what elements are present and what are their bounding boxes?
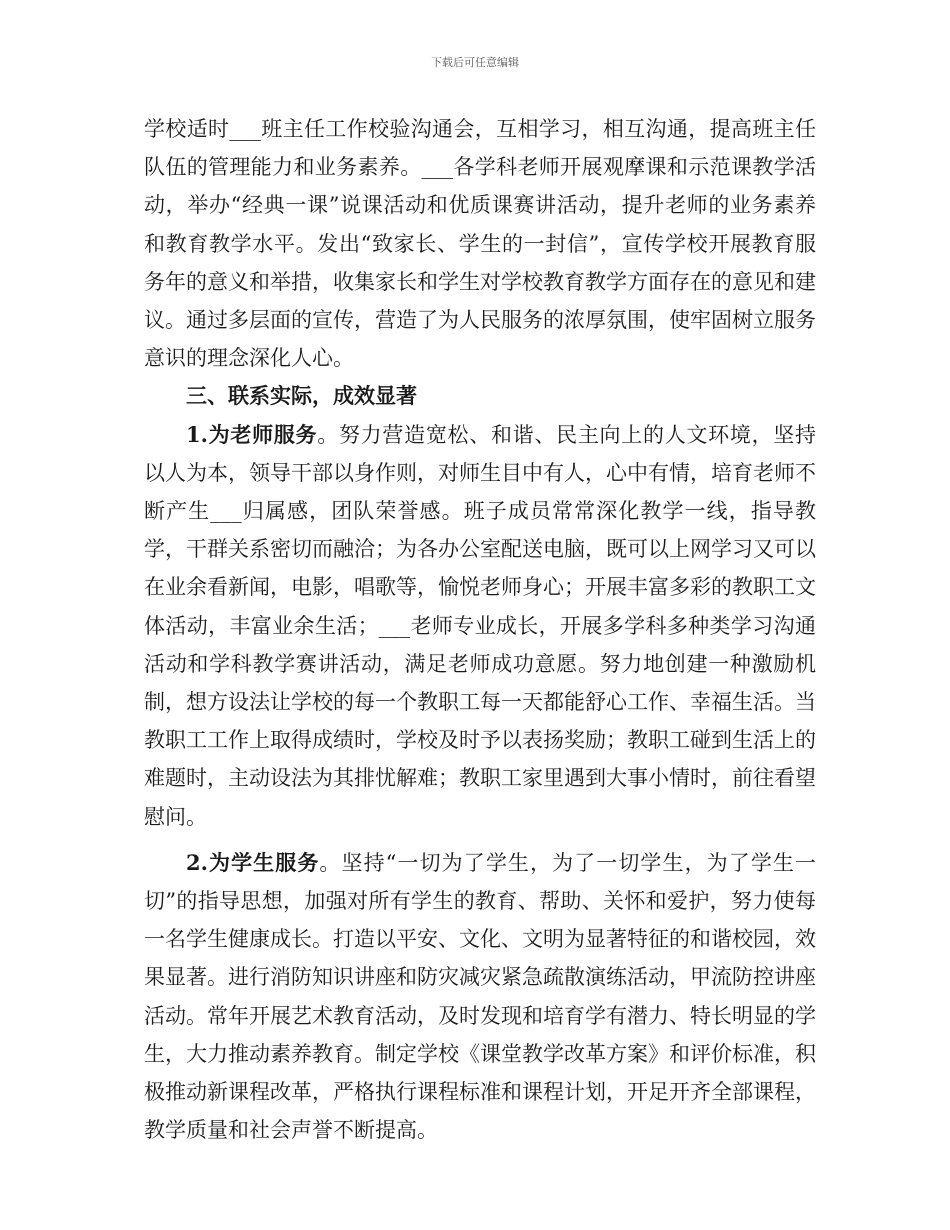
paragraph-lead: 1.为老师服务 — [186, 421, 318, 447]
paragraph-publicity: 学校适时___班主任工作校验沟通会，互相学习，相互沟通，提高班主任队伍的管理能力和业务素养。___各学科老师开展观摩课和示范课教学活动，举办“经典一课”说课活动和优质课赛讲活动，提升老师的业务素养和教育教学水平。发出“致家长、学生的一封信”，宣传学校开展教育服务年的意义和举措，收集家长和学生对学校教育教学方面存在的意见和建议。通过多层面的宣传，营造了为人民服务的浓厚氛围，使牢固树立服务意识的理念深化人心。 — [144, 117, 816, 371]
paragraph-text: 。努力营造宽松、和谐、民主向上的人文环境，坚持以人为本，领导干部以身作则，对师生目中有人，心中有情，培育老师不断产生___归属感，团队荣誉感。班子成员常常深化教学一线，指导教学，干群关系密切而融洽；为各办公室配送电脑，既可以上网学习又可以在业余看新闻，电影，唱歌等，愉悦老师身心；开展丰富多彩的教职工文体活动，丰富业余生活；___老师专业成长，开展多学科多种类学习沟通活动和学科教学赛讲活动，满足老师成功意愿。努力地创建一种激励机制，想方设法让学校的每一个教职工每一天都能舒心工作、幸福生活。当教职工工作上取得成绩时，学校及时予以表扬奖励；教职工碰到生活上的难题时，主动设法为其排忧解难；教职工家里遇到大事小情时，前往看望慰问。 — [144, 422, 816, 829]
paragraph-student-service — [144, 844, 816, 1150]
paragraph-text: 。坚持“一切为了学生，为了一切学生，为了学生一切”的指导思想，加强对所有学生的教育、帮助、关怀和爱护，努力使每一名学生健康成长。打造以平安、文化、文明为显著特征的和谐校园，效果显著。进行消防知识讲座和防灾减灾紧急疏散演练活动，甲流防控讲座活动。常年开展艺术教育活动，及时发现和培育学有潜力、特长明显的学生，大力推动素养教育。制定学校《课堂教学改革方案》和评价标准，积极推动新课程改革，严格执行课程标准和课程计划，开足开齐全部课程，教学质量和社会声誉不断提高。 — [144, 850, 816, 1143]
paragraph-teacher-service — [144, 416, 816, 836]
section-heading: 三、联系实际，成效显著 — [186, 383, 417, 409]
paragraph-lead: 2.为学生服务 — [186, 849, 320, 875]
document-body — [144, 110, 816, 1149]
page-header-note: 下载后可任意编辑 — [431, 56, 519, 69]
paragraph-gap — [144, 836, 816, 844]
